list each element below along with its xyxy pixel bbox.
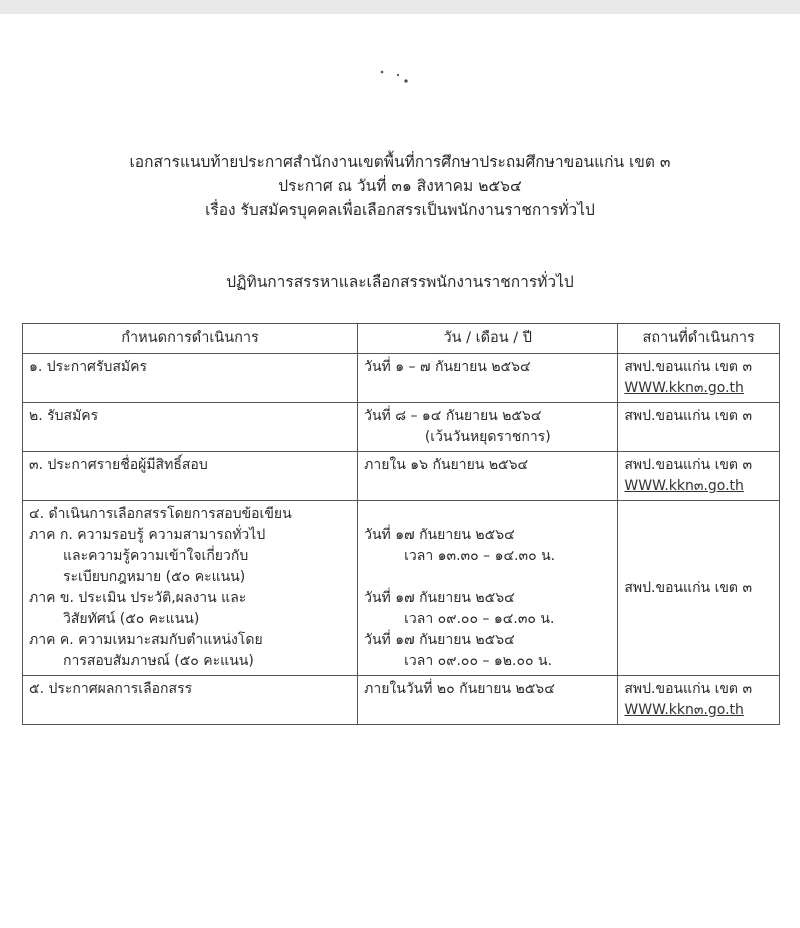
place-cell bbox=[618, 452, 780, 501]
scan-specks bbox=[376, 66, 416, 86]
date-text: วันที่ ๘ – ๑๔ กันยายน ๒๕๖๔ bbox=[364, 408, 542, 424]
part-b-time: เวลา ๐๙.๐๐ – ๑๔.๓๐ น. bbox=[404, 611, 555, 627]
part-b-line-1: ภาค ข. ประเมิน ประวัติ,ผลงาน และ bbox=[29, 590, 247, 606]
header-date: วัน / เดือน / ปี bbox=[358, 324, 618, 354]
task-cell: ๓. ประกาศรายชื่อผู้มีสิทธิ์สอบ bbox=[23, 452, 358, 501]
date-note: (เว้นวันหยุดราชการ) bbox=[424, 429, 551, 445]
schedule-table bbox=[22, 323, 780, 725]
place-cell: สพป.ขอนแก่น เขต ๓ bbox=[618, 501, 780, 676]
date-cell bbox=[358, 403, 618, 452]
table-row bbox=[23, 452, 780, 501]
place-text: สพป.ขอนแก่น เขต ๓ bbox=[624, 681, 753, 697]
header-line-1: เอกสารแนบท้ายประกาศสำนักงานเขตพื้นที่การศึกษาประถมศึกษาขอนแก่น เขต ๓ bbox=[129, 153, 671, 171]
part-a-line-3: ระเบียบกฎหมาย (๕๐ คะแนน) bbox=[63, 569, 246, 585]
part-a-time: เวลา ๑๓.๓๐ – ๑๔.๓๐ น. bbox=[404, 548, 556, 564]
part-a-line-1: ภาค ก. ความรอบรู้ ความสามารถทั่วไป bbox=[29, 527, 266, 543]
table-row bbox=[23, 354, 780, 403]
part-c-line-1: ภาค ค. ความเหมาะสมกับตำแหน่งโดย bbox=[29, 632, 263, 648]
header-line-3: เรื่อง รับสมัครบุคคลเพื่อเลือกสรรเป็นพนักงานราชการทั่วไป bbox=[205, 201, 595, 219]
table-row bbox=[23, 501, 780, 676]
part-c-time: เวลา ๐๙.๐๐ – ๑๒.๐๐ น. bbox=[404, 653, 553, 669]
task-title: ๔. ดำเนินการเลือกสรรโดยการสอบข้อเขียน bbox=[29, 506, 292, 522]
place-text: สพป.ขอนแก่น เขต ๓ bbox=[624, 457, 753, 473]
part-a-line-2: และความรู้ความเข้าใจเกี่ยวกับ bbox=[63, 548, 249, 564]
date-cell bbox=[358, 501, 618, 676]
scan-top-edge bbox=[0, 0, 800, 14]
place-text: สพป.ขอนแก่น เขต ๓ bbox=[624, 359, 753, 375]
task-cell: ๕. ประกาศผลการเลือกสรร bbox=[23, 676, 358, 725]
part-b-line-2: วิสัยทัศน์ (๕๐ คะแนน) bbox=[63, 611, 200, 627]
part-a-date: วันที่ ๑๗ กันยายน ๒๕๖๔ bbox=[364, 527, 515, 543]
header-line-2: ประกาศ ณ วันที่ ๓๑ สิงหาคม ๒๕๖๔ bbox=[278, 177, 522, 195]
table-row bbox=[23, 403, 780, 452]
place-cell bbox=[618, 354, 780, 403]
place-cell: สพป.ขอนแก่น เขต ๓ bbox=[618, 403, 780, 452]
website-link[interactable]: WWW.kkn๓.go.th bbox=[624, 380, 744, 396]
date-cell: วันที่ ๑ – ๗ กันยายน ๒๕๖๔ bbox=[358, 354, 618, 403]
schedule-title: ปฏิทินการสรรหาและเลือกสรรพนักงานราชการทั่วไป bbox=[226, 273, 574, 291]
date-cell: ภายในวันที่ ๒๐ กันยายน ๒๕๖๔ bbox=[358, 676, 618, 725]
date-cell: ภายใน ๑๖ กันยายน ๒๕๖๔ bbox=[358, 452, 618, 501]
header-place: สถานที่ดำเนินการ bbox=[618, 324, 780, 354]
header-task: กำหนดการดำเนินการ bbox=[23, 324, 358, 354]
website-link[interactable]: WWW.kkn๓.go.th bbox=[624, 478, 744, 494]
document-header bbox=[0, 150, 800, 222]
part-b-date: วันที่ ๑๗ กันยายน ๒๕๖๔ bbox=[364, 590, 515, 606]
website-link[interactable]: WWW.kkn๓.go.th bbox=[624, 702, 744, 718]
part-c-date: วันที่ ๑๗ กันยายน ๒๕๖๔ bbox=[364, 632, 515, 648]
task-cell: ๑. ประกาศรับสมัคร bbox=[23, 354, 358, 403]
task-cell bbox=[23, 501, 358, 676]
table-row bbox=[23, 676, 780, 725]
part-c-line-2: การสอบสัมภาษณ์ (๕๐ คะแนน) bbox=[63, 653, 254, 669]
task-cell: ๒. รับสมัคร bbox=[23, 403, 358, 452]
table-header-row bbox=[23, 324, 780, 354]
place-cell bbox=[618, 676, 780, 725]
